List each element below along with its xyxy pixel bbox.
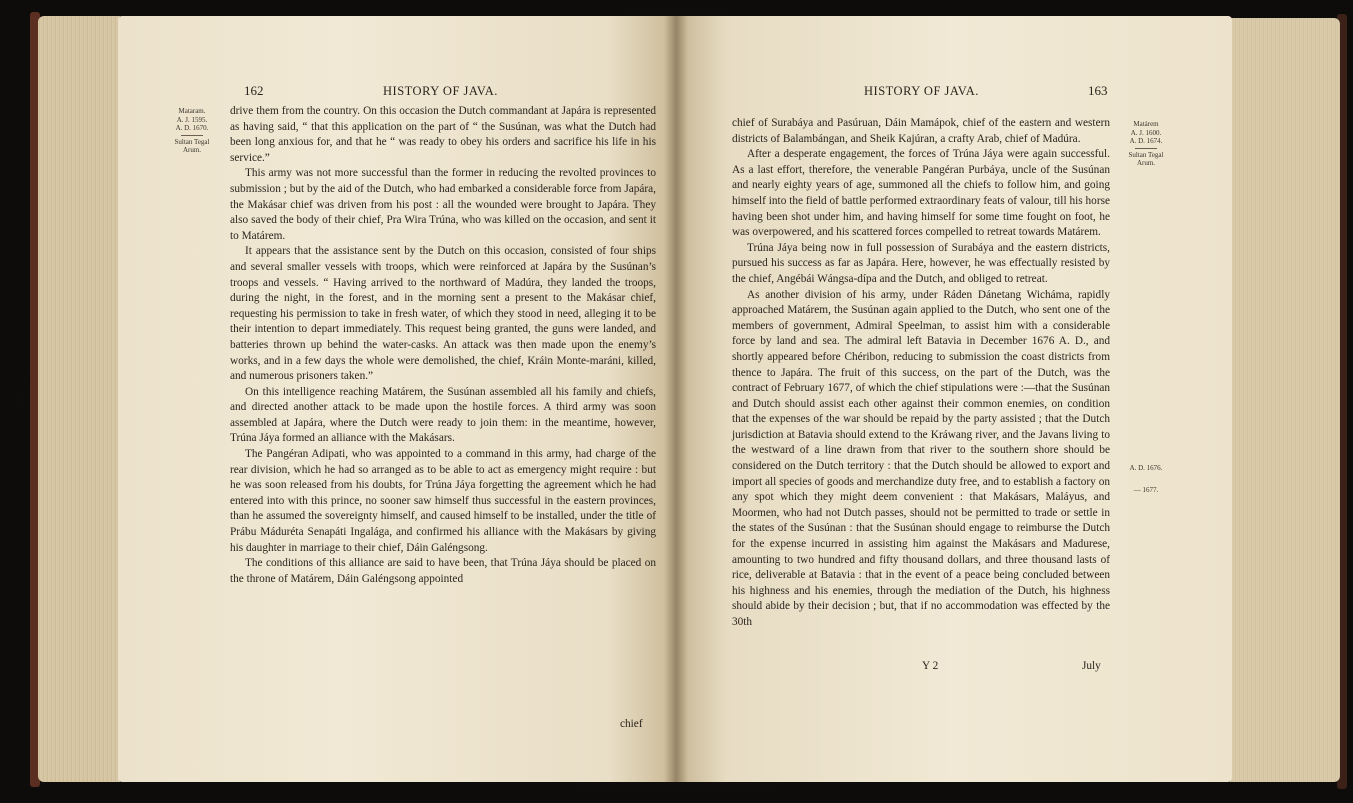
page-number: 163 <box>1088 83 1108 98</box>
paragraph: The Pangéran Adipati, who was appointed to a command in this army, had charge of the rear division, which he had so arranged as to be able to act as emergency might require : but he was soon released from his doubts, for Trúna Jáya forgetting the agreement which he had entered into with this prince, no sooner saw himself thus successful in the eastern provinces, than he assumed the sovereignty himself, and caused himself to be installed, under the title of Prábu Máduréta Senapáti Ingalága, and confirmed his alliance with the Makásars by giving his daughter in marriage to their chief, Dáin Galéngsong. <box>230 448 656 554</box>
paragraph: After a desperate engagement, the forces of Trúna Jáya were again successful. As a last effort, therefore, the venerable Pangéran Purbáya, uncle of the Susúnan and nearly eighty years of age, summoned all the chiefs to follow him, and going himself into the field of battle performed extraordinary feats of valour, till his horse having been shot under him, and having himself for some time fought on foot, he was overpowered, and his scattered forces compelled to retreat towards Matárem. <box>732 148 1110 239</box>
body-text <box>230 104 656 587</box>
paragraph: chief of Surabáya and Pasúruan, Dáin Mamápok, chief of the eastern and western districts of Balambángan, and Sheik Kajúran, a crafty Arab, chief of Madúra. <box>732 117 1110 145</box>
catchword: July <box>1082 660 1101 672</box>
paragraph: As another division of his army, under Ráden Dánetang Wicháma, rapidly approached Matárem, the Susúnan again applied to the Dutch, who sent one of the members of government, Admiral Speelman, to assist him with a considerable force by land and sea. The admiral left Batavia in December 1676 A. D., and shortly appeared before Chéribon, reducing to submission the coast districts from thence to Japára. The fruit of this success, on the part of the Dutch, was the contract of February 1677, of which the chief stipulations were :—that the Susúnan and Dutch should assist each other against their common enemies, on condition that the expenses of the war should be repaid by the party assisted ; that the Dutch jurisdiction at Batavia should extend to the Kráwang river, and the Javans living to the westward of a line drawn from that river to the southern shore should be considered on the Dutch territory : that the Dutch should be allowed to export and import all species of goods and merchandize duty free, and to establish a factory on any spot which they might deem convenient : that Makásars, Maláyus, and Moormen, who had not Dutch passes, should not be permitted to trade or settle in the states of the Susúnan : that the Susúnan should engage to reimburse the Dutch for the expense incurred in assisting him against the Makásars and Madurese, amounting to two hundred and fifty thousand dollars, and three thousand lasts of rice, deliverable at Batavia : that in the event of a peace being concluded between his highness and his enemies, through the mediation of the Dutch, his highness should abide by their decision ; but, that if no accommodation was effected by the 30th <box>732 288 1110 628</box>
page-stack-right <box>1230 18 1340 782</box>
paragraph: Trúna Jáya being now in full possession of Surabáya and the eastern districts, pursued his success as far as Japára. Here, however, he was effectually resisted by the chief, Angébái Wángsa-dípa and the Dutch, and obliged to retreat. <box>732 241 1110 285</box>
margin-note-date: Mataram. A. J. 1595. A. D. 1670. Sultan Tegal Arum. <box>174 107 210 154</box>
paragraph: On this intelligence reaching Matárem, the Susúnan assembled all his family and chiefs, and directed another attack to be made upon the hostile forces. A third army was soon assembled at Japára, where the Dutch were ready to join them: in the meantime, however, Trúna Jáya formed an alliance with the Makásars. <box>230 385 656 445</box>
left-page <box>118 16 676 782</box>
running-head: HISTORY OF JAVA. <box>383 84 498 98</box>
catchword: chief <box>620 718 643 730</box>
paragraph: This army was not more successful than the former in reducing the revolted provinces to submission ; but by the aid of the Dutch, who had embarked a considerable force from Japára, the Makásar chief was driven from his post : all the wounded were brought to Japára. They also saved the body of their chief, Pra Wira Trúna, who was killed on the occasion, and sent it to Matárem. <box>230 167 656 242</box>
book-gutter <box>664 16 688 782</box>
paragraph: drive them from the country. On this occasion the Dutch commandant at Japára is represented as having said, “ that this application on the part of “ the Susúnan, was what the Dutch had been long anxious for, and that he “ was ready to obey his orders and sacrifice his life in his service.” <box>230 105 656 164</box>
paragraph: It appears that the assistance sent by the Dutch on this occasion, consisted of four ships and several smaller vessels with troops, which were reinforced at Japára by the Susúnan’s troops and vessels. “ Having arrived to the northward of Madúra, they landed the troops, during the night, in the forest, and in the morning sent a present to the Makásar chief, requesting his permission to take in fresh water, of which they stood in need, alleging it to be their intention to depart immediately. This request being granted, the guns were landed, and batteries thrown up behind the water-casks. An attack was then made upon the enemy’s works, and in a few days the whole were demolished, the chief, Kráin Monte-maráni, killed, and numerous prisoners taken.” <box>230 245 656 383</box>
body-text <box>732 116 1110 631</box>
paragraph: The conditions of this alliance are said to have been, that Trúna Jáya should be placed on the throne of Matárem, Dáin Galéngsong appointed <box>230 557 656 585</box>
page-number: 162 <box>244 83 264 98</box>
page-stack-left <box>38 16 120 782</box>
running-head: HISTORY OF JAVA. <box>864 84 979 98</box>
signature-mark: Y 2 <box>922 660 939 672</box>
margin-note-1676: A. D. 1676. <box>1129 464 1163 472</box>
margin-note-date: Matárem A. J. 1600. A. D. 1674. Sultan Tegal Arum. <box>1128 120 1164 167</box>
margin-note-1677: — 1677. <box>1133 486 1159 494</box>
right-page <box>676 16 1232 782</box>
